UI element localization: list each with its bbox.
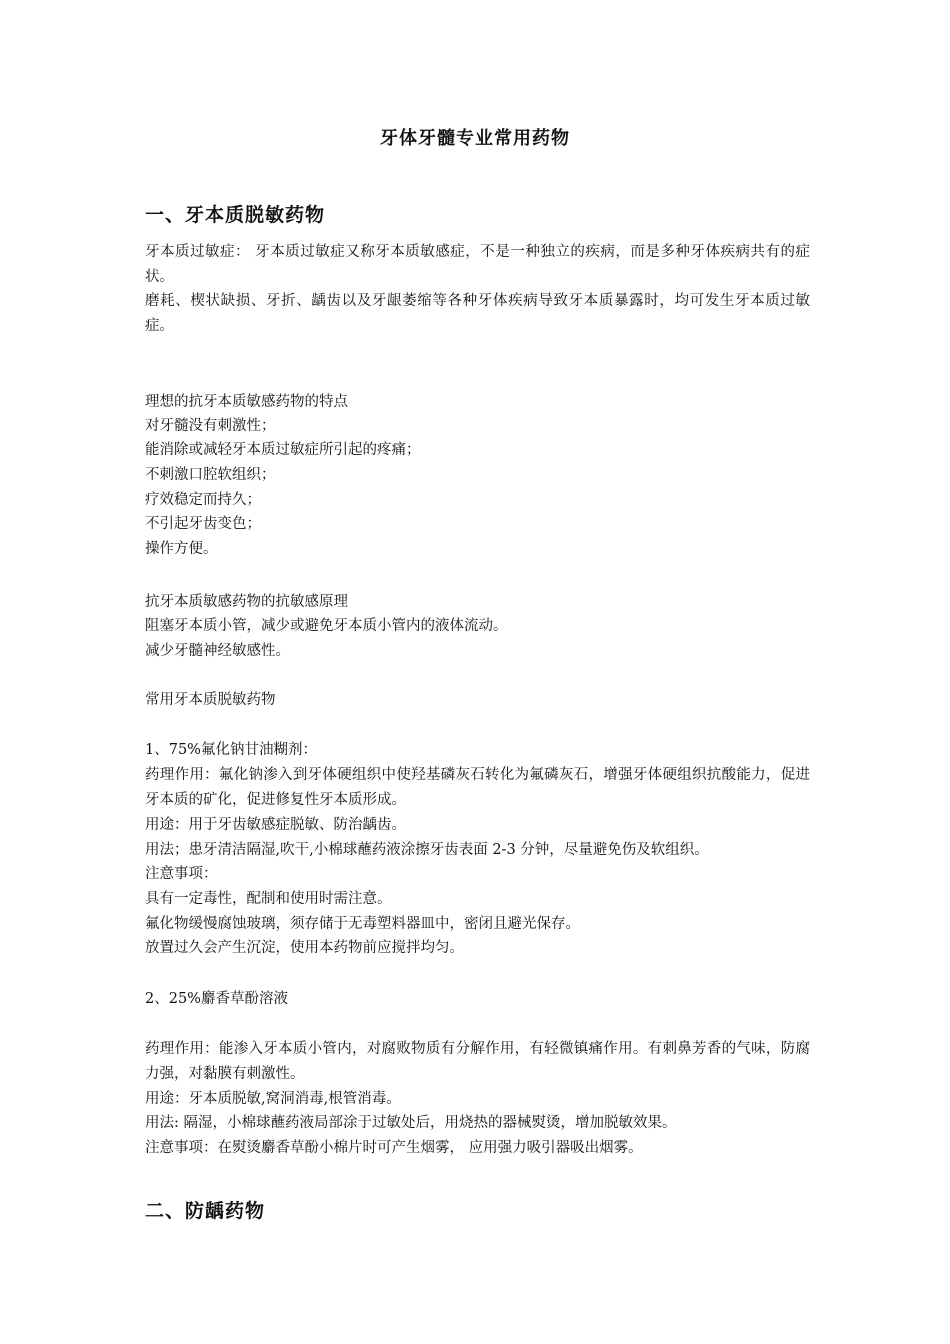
- drug1-caution-label: 注意事项：: [145, 866, 218, 882]
- ideal-item: 能消除或减轻牙本质过敏症所引起的疼痛；: [145, 442, 421, 458]
- common-drugs-heading: 常用牙本质脱敏药物: [145, 692, 276, 708]
- drug2-usage: 用途：牙本质脱敏,窝洞消毒,根管消毒。: [145, 1091, 401, 1107]
- drug1-pharmacology: 药理作用：氟化钠渗入到牙体硬组织中使羟基磷灰石转化为氟磷灰石，增强牙体硬组织抗酸能力，促进牙本质的矿化，促进修复性牙本质形成。: [145, 767, 810, 808]
- drug1-usage: 用途：用于牙齿敏感症脱敏、防治龋齿。: [145, 817, 406, 833]
- section-heading-desensitizing: 一、牙本质脱敏药物: [145, 204, 326, 226]
- drug1-caution-item: 氟化物缓慢腐蚀玻璃，须存储于无毒塑料器皿中，密闭且避光保存。: [145, 916, 580, 932]
- intro-paragraph-2: 磨耗、楔状缺损、牙折、龋齿以及牙龈萎缩等各种牙体疾病导致牙本质暴露时，均可发生牙本质过敏症。: [145, 293, 810, 334]
- principle-item: 减少牙髓神经敏感性。: [145, 643, 290, 659]
- drug1-caution-item: 放置过久会产生沉淀，使用本药物前应搅拌均匀。: [145, 940, 464, 956]
- section-heading-anticaries: 二、防龋药物: [145, 1200, 266, 1222]
- principle-heading: 抗牙本质敏感药物的抗敏感原理: [145, 594, 348, 610]
- ideal-item: 疗效稳定而持久；: [145, 492, 261, 508]
- drug2-pharmacology: 药理作用：能渗入牙本质小管内，对腐败物质有分解作用，有轻微镇痛作用。有刺鼻芳香的气味，防腐力强，对黏膜有刺激性。: [145, 1041, 810, 1082]
- ideal-item: 不引起牙齿变色；: [145, 516, 261, 532]
- document-title: 牙体牙髓专业常用药物: [380, 128, 570, 149]
- drug2-caution: 注意事项：在熨烫麝香草酚小棉片时可产生烟雾， 应用强力吸引器吸出烟雾。: [145, 1140, 643, 1156]
- ideal-item: 不刺激口腔软组织；: [145, 467, 276, 483]
- drug1-method: 用法；患牙清洁隔湿,吹干,小棉球蘸药液涂擦牙齿表面 2-3 分钟，尽量避免伤及软组织。: [145, 842, 709, 858]
- drug1-caution-item: 具有一定毒性，配制和使用时需注意。: [145, 891, 392, 907]
- ideal-item: 对牙髓没有刺激性；: [145, 418, 276, 434]
- ideal-item: 操作方便。: [145, 541, 218, 557]
- drug1-name: 1、75%氟化钠甘油糊剂：: [145, 742, 317, 758]
- ideal-drug-heading: 理想的抗牙本质敏感药物的特点: [145, 394, 348, 410]
- principle-item: 阻塞牙本质小管，减少或避免牙本质小管内的液体流动。: [145, 618, 508, 634]
- drug2-method: 用法: 隔湿，小棉球蘸药液局部涂于过敏处后，用烧热的器械熨烫，增加脱敏效果。: [145, 1115, 677, 1131]
- drug2-name: 2、25%麝香草酚溶液: [145, 991, 288, 1007]
- intro-paragraph-1: 牙本质过敏症： 牙本质过敏症又称牙本质敏感症，不是一种独立的疾病，而是多种牙体疾病共有的症状。: [145, 244, 810, 285]
